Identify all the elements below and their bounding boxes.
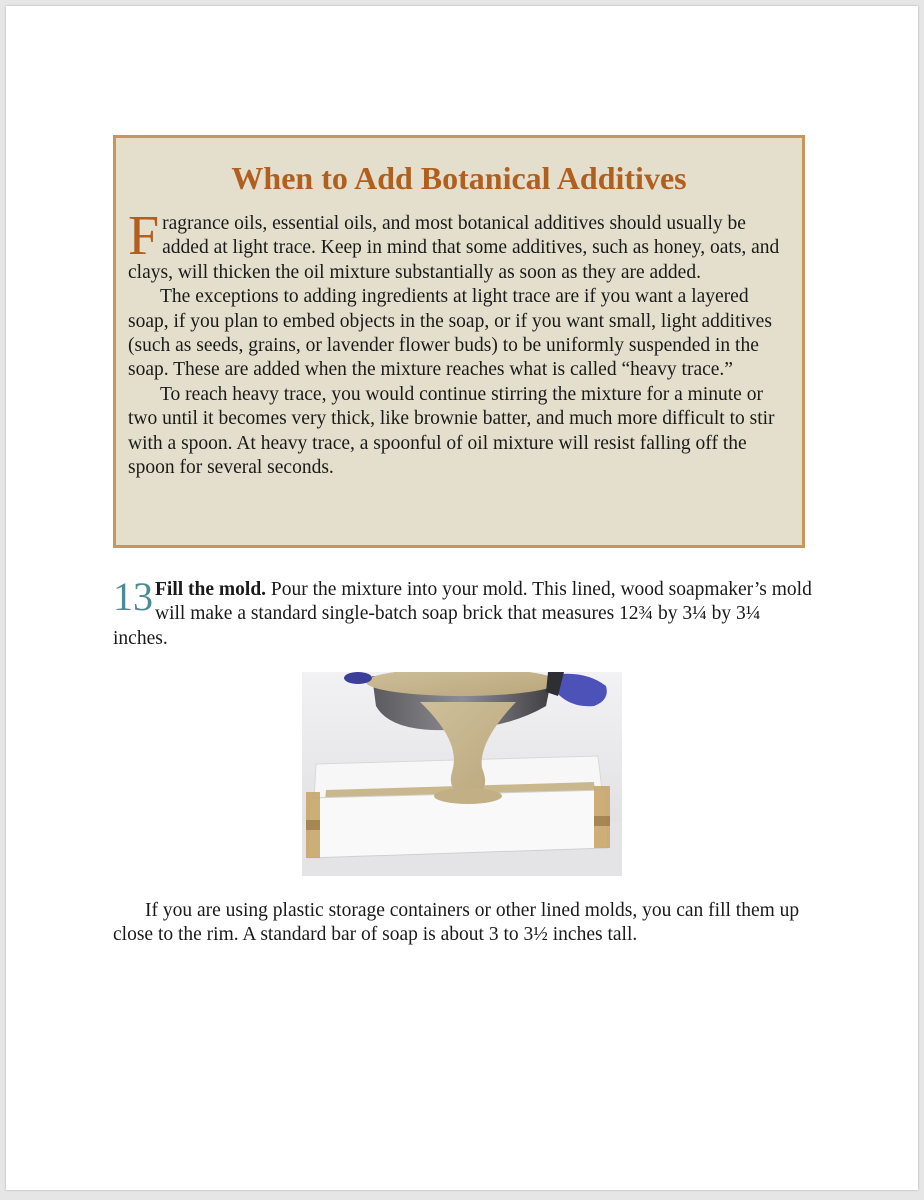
step-number: 13	[113, 574, 153, 619]
sidebar-paragraph-2: The exceptions to adding ingredients at light trace are if you want a layered soap, if you plan to embed objects in the soap, or if you want small, light additives (such as seeds, grains, or lavender flower buds) to be uniformly suspended in the soap. These are added when the mixture reaches what is called “heavy trace.”	[128, 286, 772, 381]
mold-pouring-photo	[302, 672, 622, 876]
sidebar-body	[128, 205, 790, 480]
sidebar-paragraph-3: To reach heavy trace, you would continue stirring the mixture for a minute or two until it becomes very thick, like brownie batter, and much more difficult to stir with a spoon. At heavy trace, a spoonful of oil mixture will resist falling off the spoon for several seconds.	[128, 383, 775, 479]
step-lead-in: Fill the mold.	[155, 579, 267, 600]
botanical-additives-sidebar	[113, 135, 805, 548]
drop-cap: F	[128, 205, 160, 267]
sidebar-paragraph-1-text: ragrance oils, essential oils, and most botanical additives should usually be added at light trace. Keep in mind that some additives, such as honey, oats, and clays, will thicken the oil mixture substantially as soon as they are added.	[128, 213, 780, 283]
step-13	[113, 574, 813, 651]
closing-paragraph: If you are using plastic storage containers or other lined molds, you can fill them up close to the rim. A standard bar of soap is about 3 to 3½ inches tall.	[113, 900, 800, 946]
document-page	[6, 6, 918, 1190]
step-text: Pour the mixture into your mold. This lined, wood soapmaker’s mold will make a standard single-batch soap brick that measures 12¾ by 3¼ by 3¼ inches.	[113, 579, 812, 649]
sidebar-paragraph-1	[128, 205, 790, 285]
sidebar-title: When to Add Botanical Additives	[231, 160, 687, 196]
